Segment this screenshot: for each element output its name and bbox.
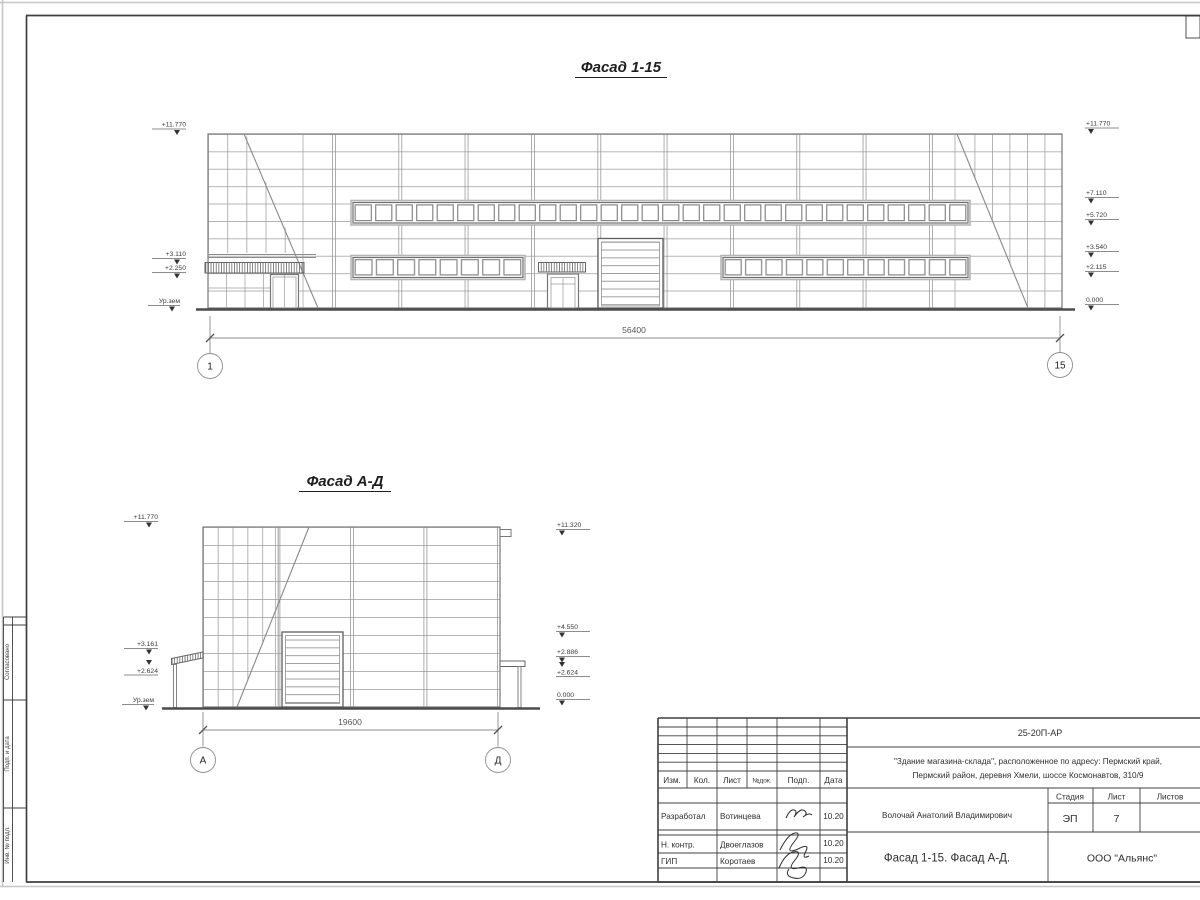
- row2-role: Н. контр.: [661, 840, 695, 850]
- axis-a-label: А: [199, 755, 207, 767]
- facade2-right-canopy: [500, 661, 525, 708]
- object-line2: Пермский район, деревня Хмели, шоссе Космонавтов, 310/9: [912, 771, 1144, 780]
- drawing-title: Фасад 1-15. Фасад А-Д.: [883, 852, 1011, 865]
- elevation-mark: [1085, 121, 1119, 135]
- facade2-dimension: [191, 712, 511, 773]
- facade2-title: Фасад А-Д: [306, 473, 384, 490]
- facade2-sectional-gate: [282, 632, 343, 707]
- facade1-elevation-marks-right: [1085, 121, 1119, 311]
- row1-date: 10.20: [823, 812, 844, 821]
- canopy-post: [174, 665, 177, 708]
- signature-2: [779, 833, 809, 878]
- row3-date: 10.20: [823, 856, 844, 865]
- svg-text:+7.110: +7.110: [1086, 190, 1107, 197]
- margin-label-podp-data: Подп. и дата: [5, 736, 11, 772]
- facade1-title: Фасад 1-15: [580, 59, 662, 76]
- left-margin-column: [4, 617, 27, 882]
- elevation-mark: [1085, 297, 1119, 311]
- elevation-mark: [124, 514, 158, 528]
- elevation-mark: [1085, 190, 1119, 204]
- facade1-dim-text: 56400: [622, 325, 646, 335]
- facade-a-d-view: [122, 473, 590, 773]
- sheets-label: Листов: [1156, 792, 1184, 802]
- doc-code: 25-20П-АР: [1017, 728, 1063, 738]
- stage-value: ЭП: [1062, 813, 1078, 825]
- sheet-label: Лист: [1107, 792, 1126, 802]
- svg-text:+11.770: +11.770: [1086, 120, 1111, 128]
- canopy-post: [518, 667, 521, 708]
- elevation-mark: [556, 522, 590, 536]
- svg-text:Ур.зем: Ур.зем: [132, 697, 154, 704]
- facade2-elevation-marks-right: [556, 522, 590, 706]
- designer-full-name: Волочай Анатолий Владимирович: [882, 811, 1012, 820]
- svg-text:+2.886: +2.886: [557, 649, 578, 656]
- row3-role: ГИП: [661, 857, 678, 866]
- facade1-dimension: [198, 316, 1073, 379]
- axis-d-label: Д: [494, 755, 502, 767]
- corner-code-box: [1186, 16, 1200, 38]
- svg-text:0.000: 0.000: [1086, 297, 1104, 304]
- sheet-number: 7: [1113, 813, 1120, 825]
- elevation-mark: [152, 251, 186, 265]
- col-list: Лист: [723, 776, 741, 785]
- svg-text:+3.161: +3.161: [137, 641, 158, 648]
- svg-text:+3.540: +3.540: [1086, 244, 1107, 251]
- svg-text:+2.250: +2.250: [165, 265, 186, 272]
- col-izm: Изм.: [663, 776, 681, 785]
- margin-label-soglasovano: Согласовано: [5, 643, 11, 681]
- elevation-mark: [556, 692, 590, 706]
- row1-name: Вотинцева: [720, 812, 761, 821]
- title-block: [658, 718, 1200, 882]
- elevation-mark: [1085, 244, 1119, 258]
- middle-canopy: [539, 263, 586, 273]
- object-line1: "Здание магазина-склада", расположенное по адресу: Пермский край,: [893, 757, 1163, 766]
- svg-text:+3.110: +3.110: [165, 251, 186, 258]
- elevation-mark: [556, 649, 590, 663]
- axis-15-label: 15: [1054, 360, 1066, 372]
- svg-text:+2.624: +2.624: [557, 669, 578, 677]
- signature-1: [786, 810, 812, 818]
- facade2-elevation-marks-left: [122, 514, 158, 711]
- svg-text:0.000: 0.000: [557, 692, 575, 699]
- col-kol: Кол.: [693, 776, 711, 785]
- svg-text:+2.115: +2.115: [1086, 264, 1107, 271]
- left-canopy: [205, 263, 304, 274]
- facade2-dim-text: 19600: [338, 717, 362, 727]
- row1-role: Разработал: [661, 812, 706, 821]
- elevation-mark-ground: [122, 697, 154, 711]
- facade1-elevation-marks-left: [148, 122, 186, 312]
- stage-label: Стадия: [1056, 792, 1084, 802]
- svg-text:+5.720: +5.720: [1086, 212, 1107, 219]
- svg-text:+4.550: +4.550: [557, 624, 578, 631]
- elevation-mark: [556, 662, 590, 677]
- svg-text:Ур.зем: Ур.зем: [158, 298, 180, 305]
- facade2-roof-tab: [500, 530, 511, 537]
- facade1-lower-right-ribbon-window: [721, 256, 970, 280]
- elevation-mark: [124, 660, 158, 675]
- facade2-left-canopy: [172, 652, 204, 708]
- facade1-sectional-gate: [598, 239, 663, 309]
- elevation-mark: [556, 624, 590, 638]
- margin-label-inv-podl: Инв. № подл.: [5, 826, 11, 864]
- facade-1-15-view: [148, 59, 1119, 379]
- facade1-upper-ribbon-window: [351, 201, 970, 226]
- facade2-wall-grid: [203, 527, 511, 707]
- axis-1-label: 1: [207, 361, 213, 373]
- row2-date: 10.20: [823, 839, 844, 848]
- facade1-lower-left-ribbon-window: [351, 256, 525, 280]
- elevation-mark: [1085, 264, 1119, 278]
- row2-name: Двоеглазов: [720, 840, 764, 850]
- svg-text:+11.770: +11.770: [133, 514, 158, 521]
- svg-text:+11.770: +11.770: [161, 121, 186, 129]
- col-podp: Подп.: [787, 776, 810, 785]
- col-ndoc: №док.: [752, 777, 772, 785]
- elevation-mark: [124, 641, 158, 655]
- col-data: Дата: [824, 776, 843, 785]
- svg-text:+2.624: +2.624: [137, 668, 158, 675]
- svg-text:+11.320: +11.320: [557, 522, 582, 529]
- elevation-mark: [1085, 212, 1119, 226]
- elevation-mark: [152, 122, 186, 136]
- elevation-mark-ground: [148, 298, 180, 312]
- row3-name: Коротаев: [720, 857, 756, 866]
- organization-name: ООО "Альянс": [1086, 852, 1158, 865]
- elevation-mark: [152, 265, 186, 279]
